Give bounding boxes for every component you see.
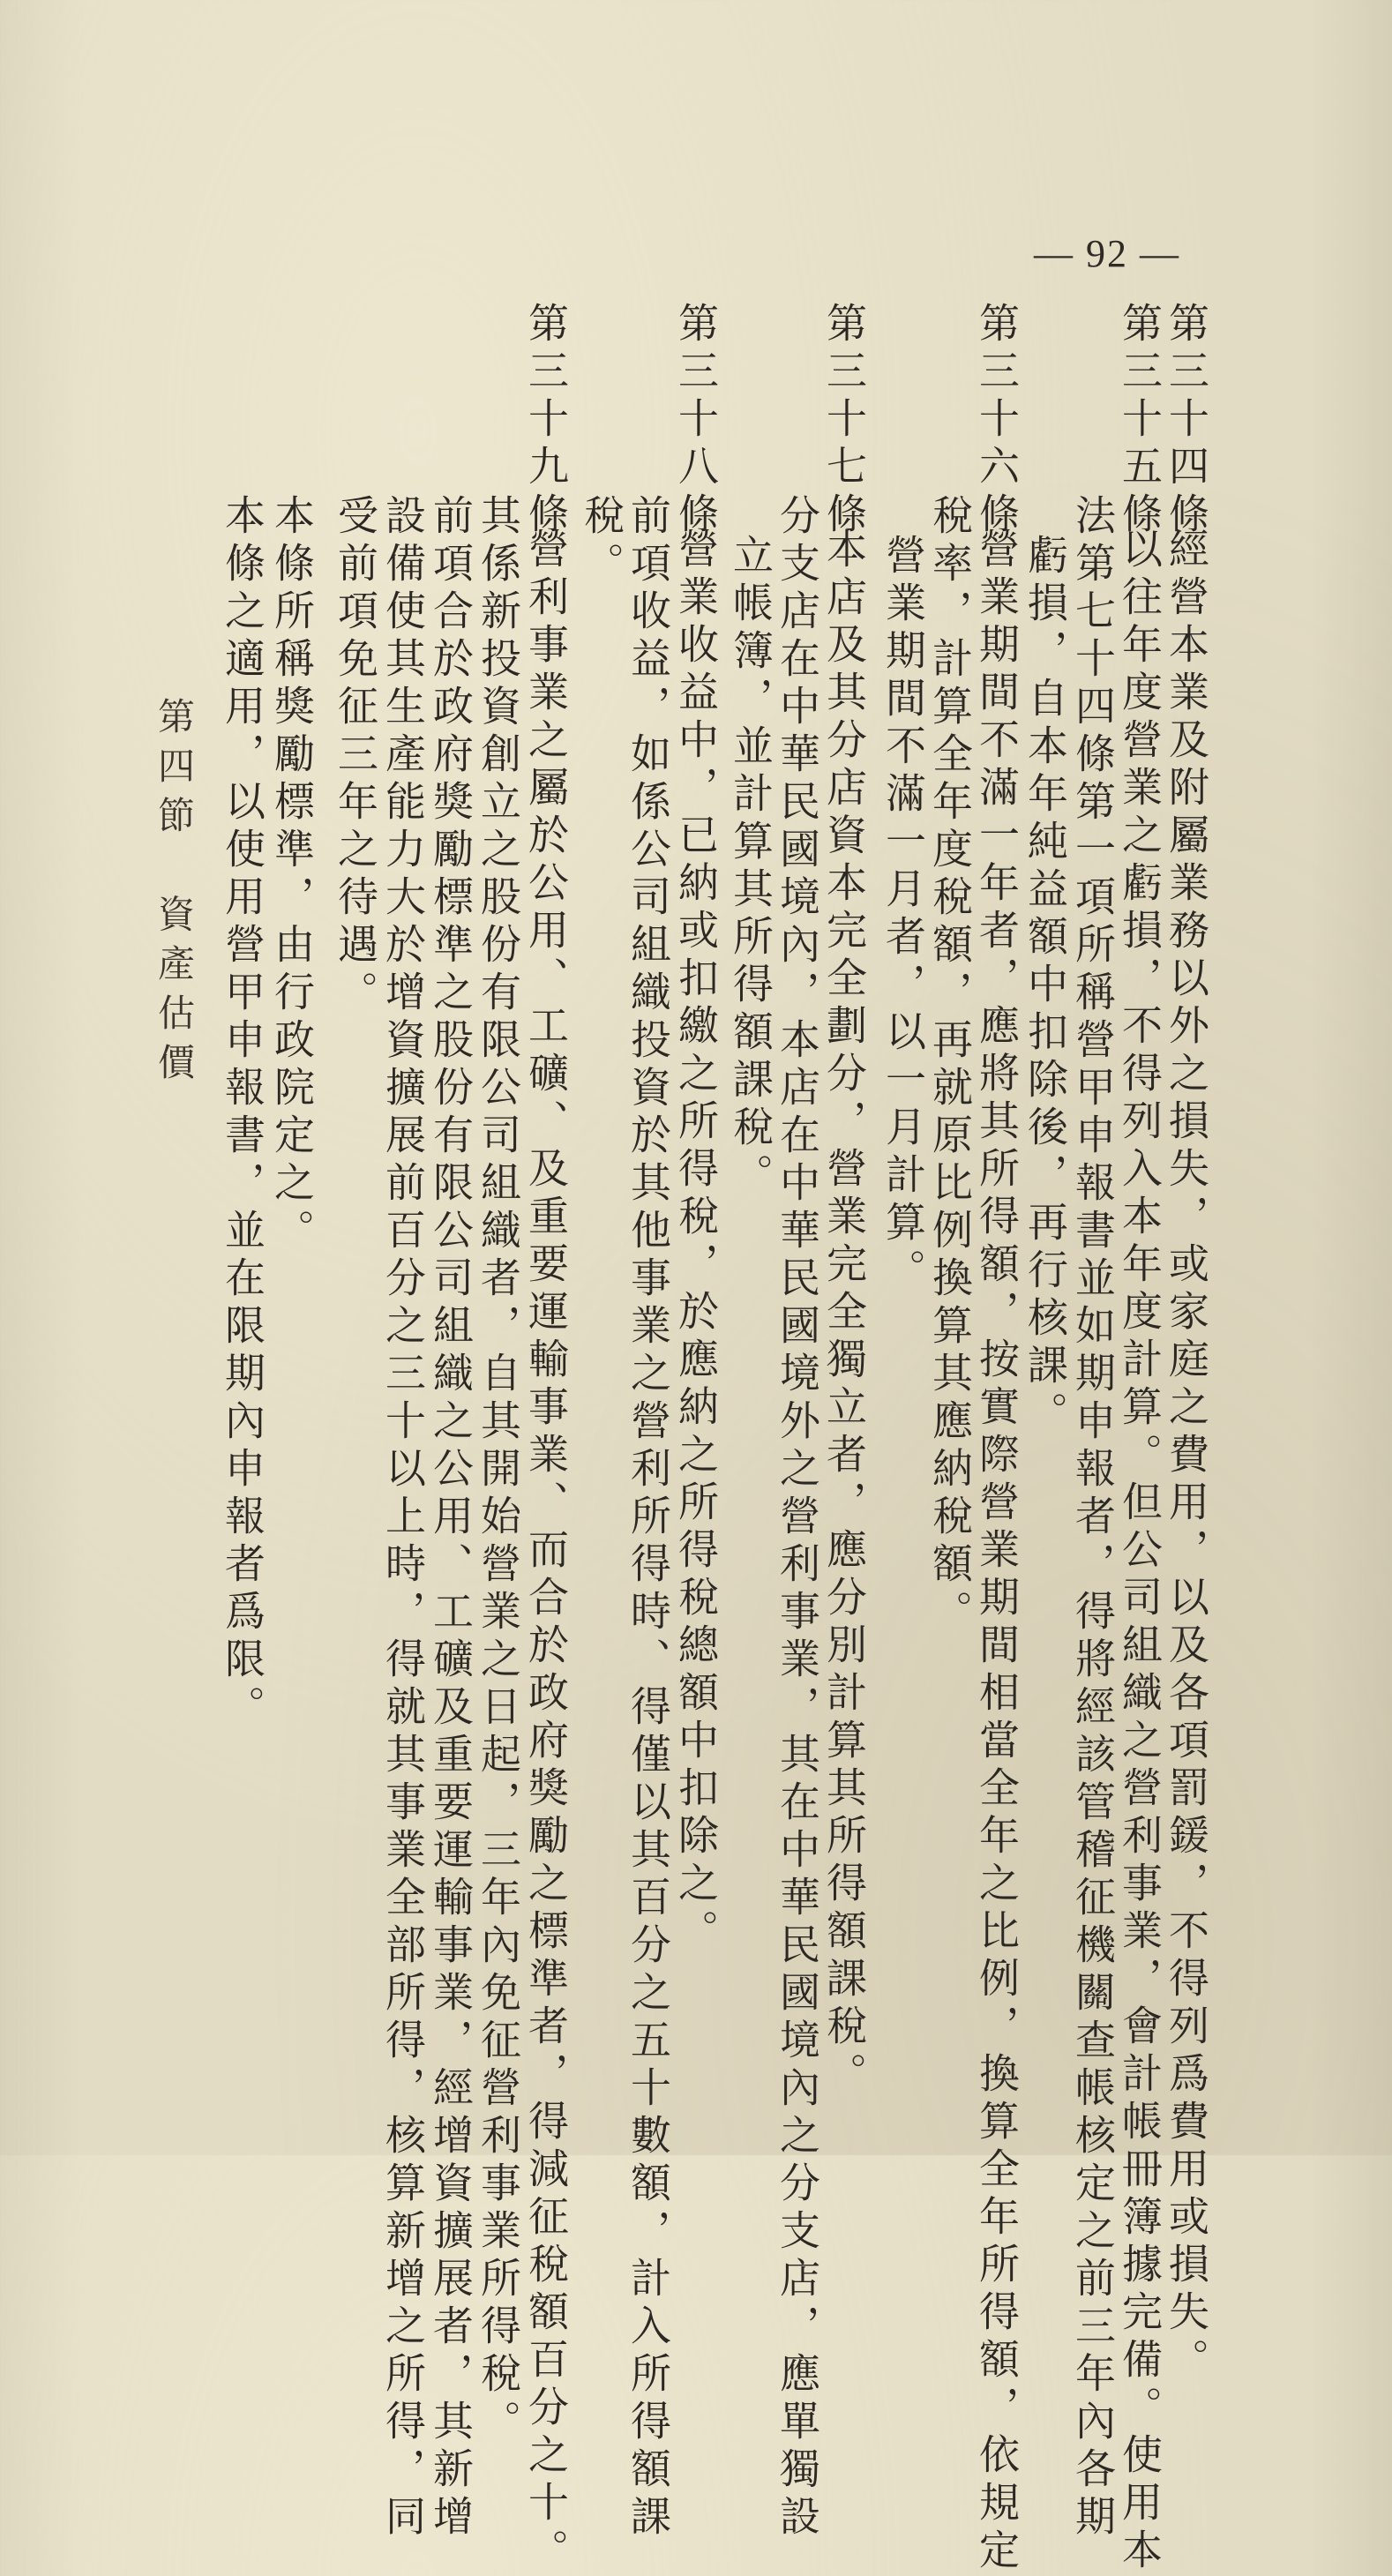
- article-39-text-line-2: 其係新投資創立之股份有限公司組織者，自其開始營業之日起，三年內免征營利事業所得稅。: [475, 494, 522, 2447]
- article-39-text-line-1: 營利事業之屬於公用、工礦、及重要運輸事業、而合於政府獎勵之標準者，得減征稅額百分之十。: [522, 528, 570, 2576]
- article-38-text-line-3: 稅。: [578, 494, 625, 589]
- article-36-text-line-1: 營業期間不滿一年者，應將其所得額，按實際營業期間相當全年之比例，換算全年所得額，依規定: [973, 528, 1021, 2576]
- article-38-text-line-1: 營業收益中，已納或扣繳之所得稅，於應納之所得稅總額中扣除之。: [672, 528, 720, 1957]
- article-39-text-line-3: 前項合於政府獎勵標準之股份有限公司組織之公用、工礦及重要運輸事業，經增資擴展者，其新增: [427, 494, 475, 2542]
- article-38-text-line-2: 前項收益，如係公司組織投資於其他事業之營利所得時、得僅以其百分之五十數額，計入所得額課: [625, 494, 672, 2542]
- article-37-text-line-2: 分支店在中華民國境內，本店在中華民國境外之營利事業，其在中華民國境內之分支店，應單獨設: [774, 494, 821, 2542]
- page-number: — 92 —: [1034, 232, 1180, 275]
- article-34-label: 第三十四條: [1163, 302, 1210, 540]
- section-heading: 第四節 資產估價: [153, 697, 196, 1092]
- article-36-text-line-3: 營業期間不滿一月者，以一月計算。: [879, 534, 927, 1296]
- article-38-label: 第三十八條: [672, 302, 720, 540]
- article-36-text-line-2: 稅率，計算全年度稅額，再就原比例換算其應納稅額。: [926, 494, 974, 1637]
- article-35-label: 第三十五條: [1116, 302, 1164, 540]
- article-39-text-line-4: 設備使其生產能力大於增資擴展前百分之三十以上時，得就其事業全部所得，核算新增之所得，同: [379, 494, 427, 2542]
- article-35-text-line-1: 以往年度營業之虧損，不得列入本年度計算。但公司組織之營利事業，會計帳冊簿據完備。使用本: [1116, 528, 1164, 2576]
- article-37-label: 第三十七條: [820, 302, 868, 540]
- article-39-text-line-5: 受前項免征三年之待遇。: [332, 494, 379, 1018]
- article-39-text-line-7: 本條之適用，以使用營甲申報書，並在限期內申報者爲限。: [219, 494, 266, 1733]
- article-37-text-line-3: 立帳簿，並計算其所得額課稅。: [727, 534, 775, 1201]
- article-35-text-line-3: 虧損，自本年純益額中扣除後，再行核課。: [1022, 534, 1069, 1439]
- article-36-label: 第三十六條: [973, 302, 1021, 540]
- article-39-label: 第三十九條: [522, 302, 570, 540]
- article-34-text: 經營本業及附屬業務以外之損失，或家庭之費用，以及各項罰鍰，不得列爲費用或損失。: [1163, 528, 1210, 2385]
- article-35-text-line-2: 法第七十四條第一項所稱營甲申報書並如期申報者，得將經該管稽征機關查帳核定之前三年內各期: [1069, 494, 1117, 2542]
- article-39-text-line-6: 本條所稱獎勵標準，由行政院定之。: [268, 494, 316, 1256]
- article-37-text-line-1: 本店及其分店資本完全劃分，營業完全獨立者，應分別計算其所得額課稅。: [820, 528, 868, 2100]
